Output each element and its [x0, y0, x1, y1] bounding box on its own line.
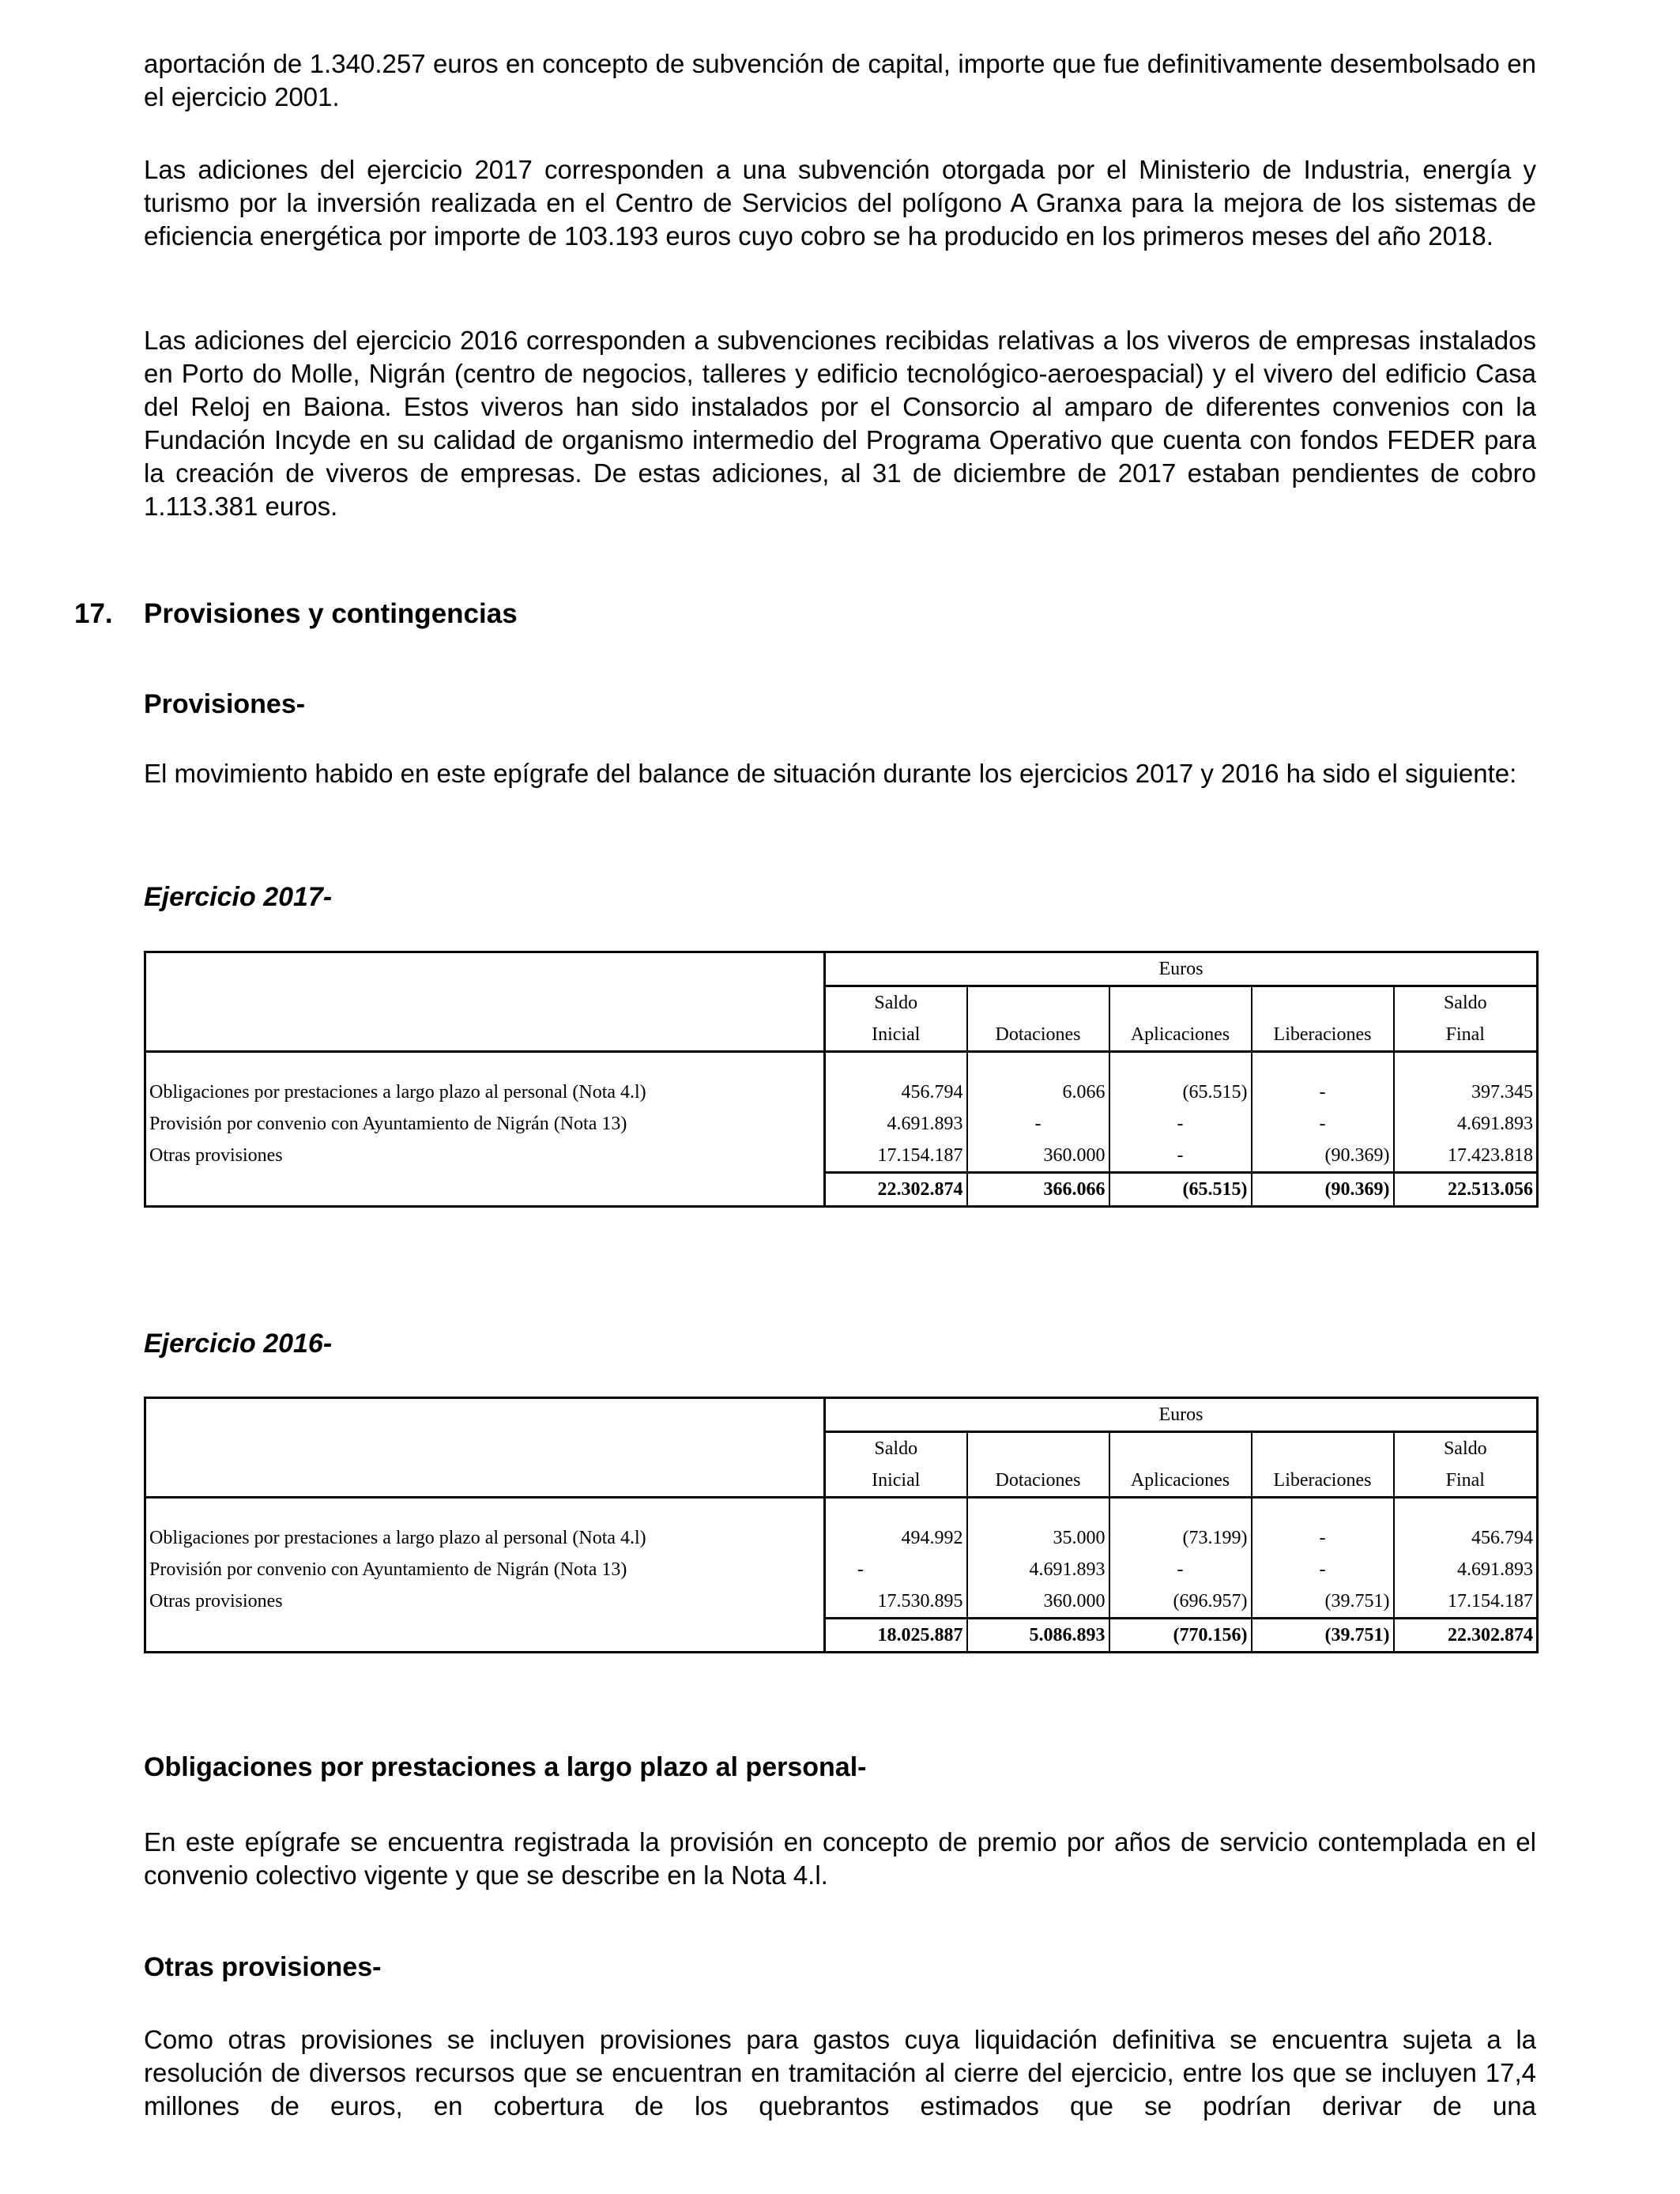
subheading-provisiones: Provisiones-: [144, 689, 306, 719]
header-dotaciones: Dotaciones: [967, 1019, 1109, 1052]
table-row: [145, 1585, 1538, 1619]
cell-final: 397.345: [1394, 1076, 1538, 1108]
total-aplicaciones: (770.156): [1109, 1619, 1252, 1653]
header-final: Final: [1394, 1019, 1538, 1052]
cell-final: 17.154.187: [1394, 1585, 1538, 1619]
section-title: Provisiones y contingencias: [144, 598, 518, 629]
table-total-row: [145, 1619, 1538, 1653]
table-ejercicio-2016: [144, 1397, 1539, 1653]
table-header-row: [145, 1398, 1538, 1432]
cell-liberaciones: -: [1252, 1522, 1394, 1554]
total-final: 22.513.056: [1394, 1173, 1538, 1207]
subheading-ejercicio-2016: Ejercicio 2016-: [144, 1329, 333, 1359]
table-header-row: [145, 1019, 1538, 1052]
cell-dotaciones: -: [967, 1108, 1109, 1140]
cell-final: 4.691.893: [1394, 1554, 1538, 1585]
header-saldo: Saldo: [825, 986, 967, 1020]
table-ejercicio-2017: [144, 951, 1539, 1208]
total-liberaciones: (90.369): [1252, 1173, 1394, 1207]
cell-inicial: -: [825, 1554, 967, 1585]
paragraph-adiciones-2016: Las adiciones del ejercicio 2016 corresponden a subvenciones recibidas relativas a los viveros de empresas instalados en Porto do Molle, Nigrán (centro de negocios, talleres y edificio tecnológico-aeroespacial) y el vivero del edificio Casa del Reloj en Baiona. Estos viveros han sido instalados por el Consorcio al amparo de diferentes convenios con la Fundación Incyde en su calidad de organismo intermedio del Programa Operativo que cuenta con fondos FEDER para la creación de viveros de empresas. De estas adiciones, al 31 de diciembre de 2017 estaban pendientes de cobro 1.113.381 euros.: [144, 326, 1536, 521]
cell-inicial: 494.992: [825, 1522, 967, 1554]
cell-dotaciones: 6.066: [967, 1076, 1109, 1108]
cell-final: 17.423.818: [1394, 1140, 1538, 1173]
total-dotaciones: 5.086.893: [967, 1619, 1109, 1653]
cell-aplicaciones: (65.515): [1109, 1076, 1252, 1108]
table-header-row: [145, 986, 1538, 1020]
cell-inicial: 456.794: [825, 1076, 967, 1108]
section-heading: [74, 598, 518, 630]
cell-liberaciones: (90.369): [1252, 1140, 1394, 1173]
row-label: Provisión por convenio con Ayuntamiento de Nigrán (Nota 13): [149, 1113, 627, 1134]
cell-inicial: 17.154.187: [825, 1140, 967, 1173]
table-row: [145, 1140, 1538, 1173]
header-dotaciones: Dotaciones: [967, 1465, 1109, 1498]
paragraph-otras-provisiones: Como otras provisiones se incluyen provisiones para gastos cuya liquidación definitiva se encuentra sujeta a la resolución de diversos recursos que se encuentran en tramitación al cierre del ejercicio, entre los que se incluyen 17,4 millones de euros, en cobertura de los quebrantos estimados que se podrían derivar de una: [144, 2025, 1536, 2120]
header-liberaciones: Liberaciones: [1252, 1019, 1394, 1052]
total-final: 22.302.874: [1394, 1619, 1538, 1653]
table-row: [145, 1108, 1538, 1140]
total-liberaciones: (39.751): [1252, 1619, 1394, 1653]
cell-dotaciones: 360.000: [967, 1140, 1109, 1173]
cell-liberaciones: -: [1252, 1554, 1394, 1585]
cell-inicial: 4.691.893: [825, 1108, 967, 1140]
subheading-otras-provisiones: Otras provisiones-: [144, 1952, 382, 1982]
subheading-obligaciones: Obligaciones por prestaciones a largo plazo al personal-: [144, 1752, 867, 1782]
paragraph-obligaciones: En este epígrafe se encuentra registrada la provisión en concepto de premio por años de servicio contemplada en el convenio colectivo vigente y que se describe en la Nota 4.l.: [144, 1827, 1536, 1890]
row-label: Provisión por convenio con Ayuntamiento de Nigrán (Nota 13): [149, 1559, 627, 1580]
table-header-row: [145, 1432, 1538, 1465]
cell-aplicaciones: (696.957): [1109, 1585, 1252, 1619]
total-aplicaciones: (65.515): [1109, 1173, 1252, 1207]
header-final: Final: [1394, 1465, 1538, 1498]
subheading-ejercicio-2017: Ejercicio 2017-: [144, 882, 333, 912]
row-label: Obligaciones por prestaciones a largo plazo al personal (Nota 4.l): [149, 1081, 646, 1103]
header-aplicaciones: Aplicaciones: [1109, 1465, 1252, 1498]
header-euros: Euros: [825, 952, 1538, 986]
cell-aplicaciones: -: [1109, 1140, 1252, 1173]
table-total-row: [145, 1173, 1538, 1207]
paragraph-movimiento: El movimiento habido en este epígrafe del balance de situación durante los ejercicios 2017 y 2016 ha sido el siguiente:: [144, 759, 1517, 788]
paragraph-adiciones-2017: Las adiciones del ejercicio 2017 corresponden a una subvención otorgada por el Ministerio de Industria, energía y turismo por la inversión realizada en el Centro de Servicios del polígono A Granxa para la mejora de los sistemas de eficiencia energética por importe de 103.193 euros cuyo cobro se ha producido en los primeros meses del año 2018.: [144, 155, 1536, 251]
table-row: [145, 1554, 1538, 1585]
row-label: Otras provisiones: [149, 1591, 283, 1612]
total-dotaciones: 366.066: [967, 1173, 1109, 1207]
header-saldo: Saldo: [1394, 1432, 1538, 1465]
header-inicial: Inicial: [825, 1019, 967, 1052]
cell-aplicaciones: -: [1109, 1554, 1252, 1585]
header-euros: Euros: [825, 1398, 1538, 1432]
cell-dotaciones: 4.691.893: [967, 1554, 1109, 1585]
cell-liberaciones: -: [1252, 1076, 1394, 1108]
row-label: Otras provisiones: [149, 1145, 283, 1167]
total-inicial: 18.025.887: [825, 1619, 967, 1653]
section-number: 17.: [74, 598, 113, 629]
total-inicial: 22.302.874: [825, 1173, 967, 1207]
cell-aplicaciones: -: [1109, 1108, 1252, 1140]
table-row: [145, 1522, 1538, 1554]
cell-dotaciones: 360.000: [967, 1585, 1109, 1619]
header-saldo: Saldo: [825, 1432, 967, 1465]
cell-inicial: 17.530.895: [825, 1585, 967, 1619]
table-row: [145, 1076, 1538, 1108]
header-saldo: Saldo: [1394, 986, 1538, 1020]
row-label: Obligaciones por prestaciones a largo plazo al personal (Nota 4.l): [149, 1527, 646, 1548]
table-header-row: [145, 1465, 1538, 1498]
cell-liberaciones: (39.751): [1252, 1585, 1394, 1619]
cell-final: 456.794: [1394, 1522, 1538, 1554]
header-liberaciones: Liberaciones: [1252, 1465, 1394, 1498]
header-aplicaciones: Aplicaciones: [1109, 1019, 1252, 1052]
header-inicial: Inicial: [825, 1465, 967, 1498]
cell-aplicaciones: (73.199): [1109, 1522, 1252, 1554]
cell-final: 4.691.893: [1394, 1108, 1538, 1140]
paragraph-subvencion-capital: aportación de 1.340.257 euros en concepto de subvención de capital, importe que fue definitivamente desembolsado en el ejercicio 2001.: [144, 49, 1536, 111]
cell-dotaciones: 35.000: [967, 1522, 1109, 1554]
cell-liberaciones: -: [1252, 1108, 1394, 1140]
table-header-row: [145, 952, 1538, 986]
